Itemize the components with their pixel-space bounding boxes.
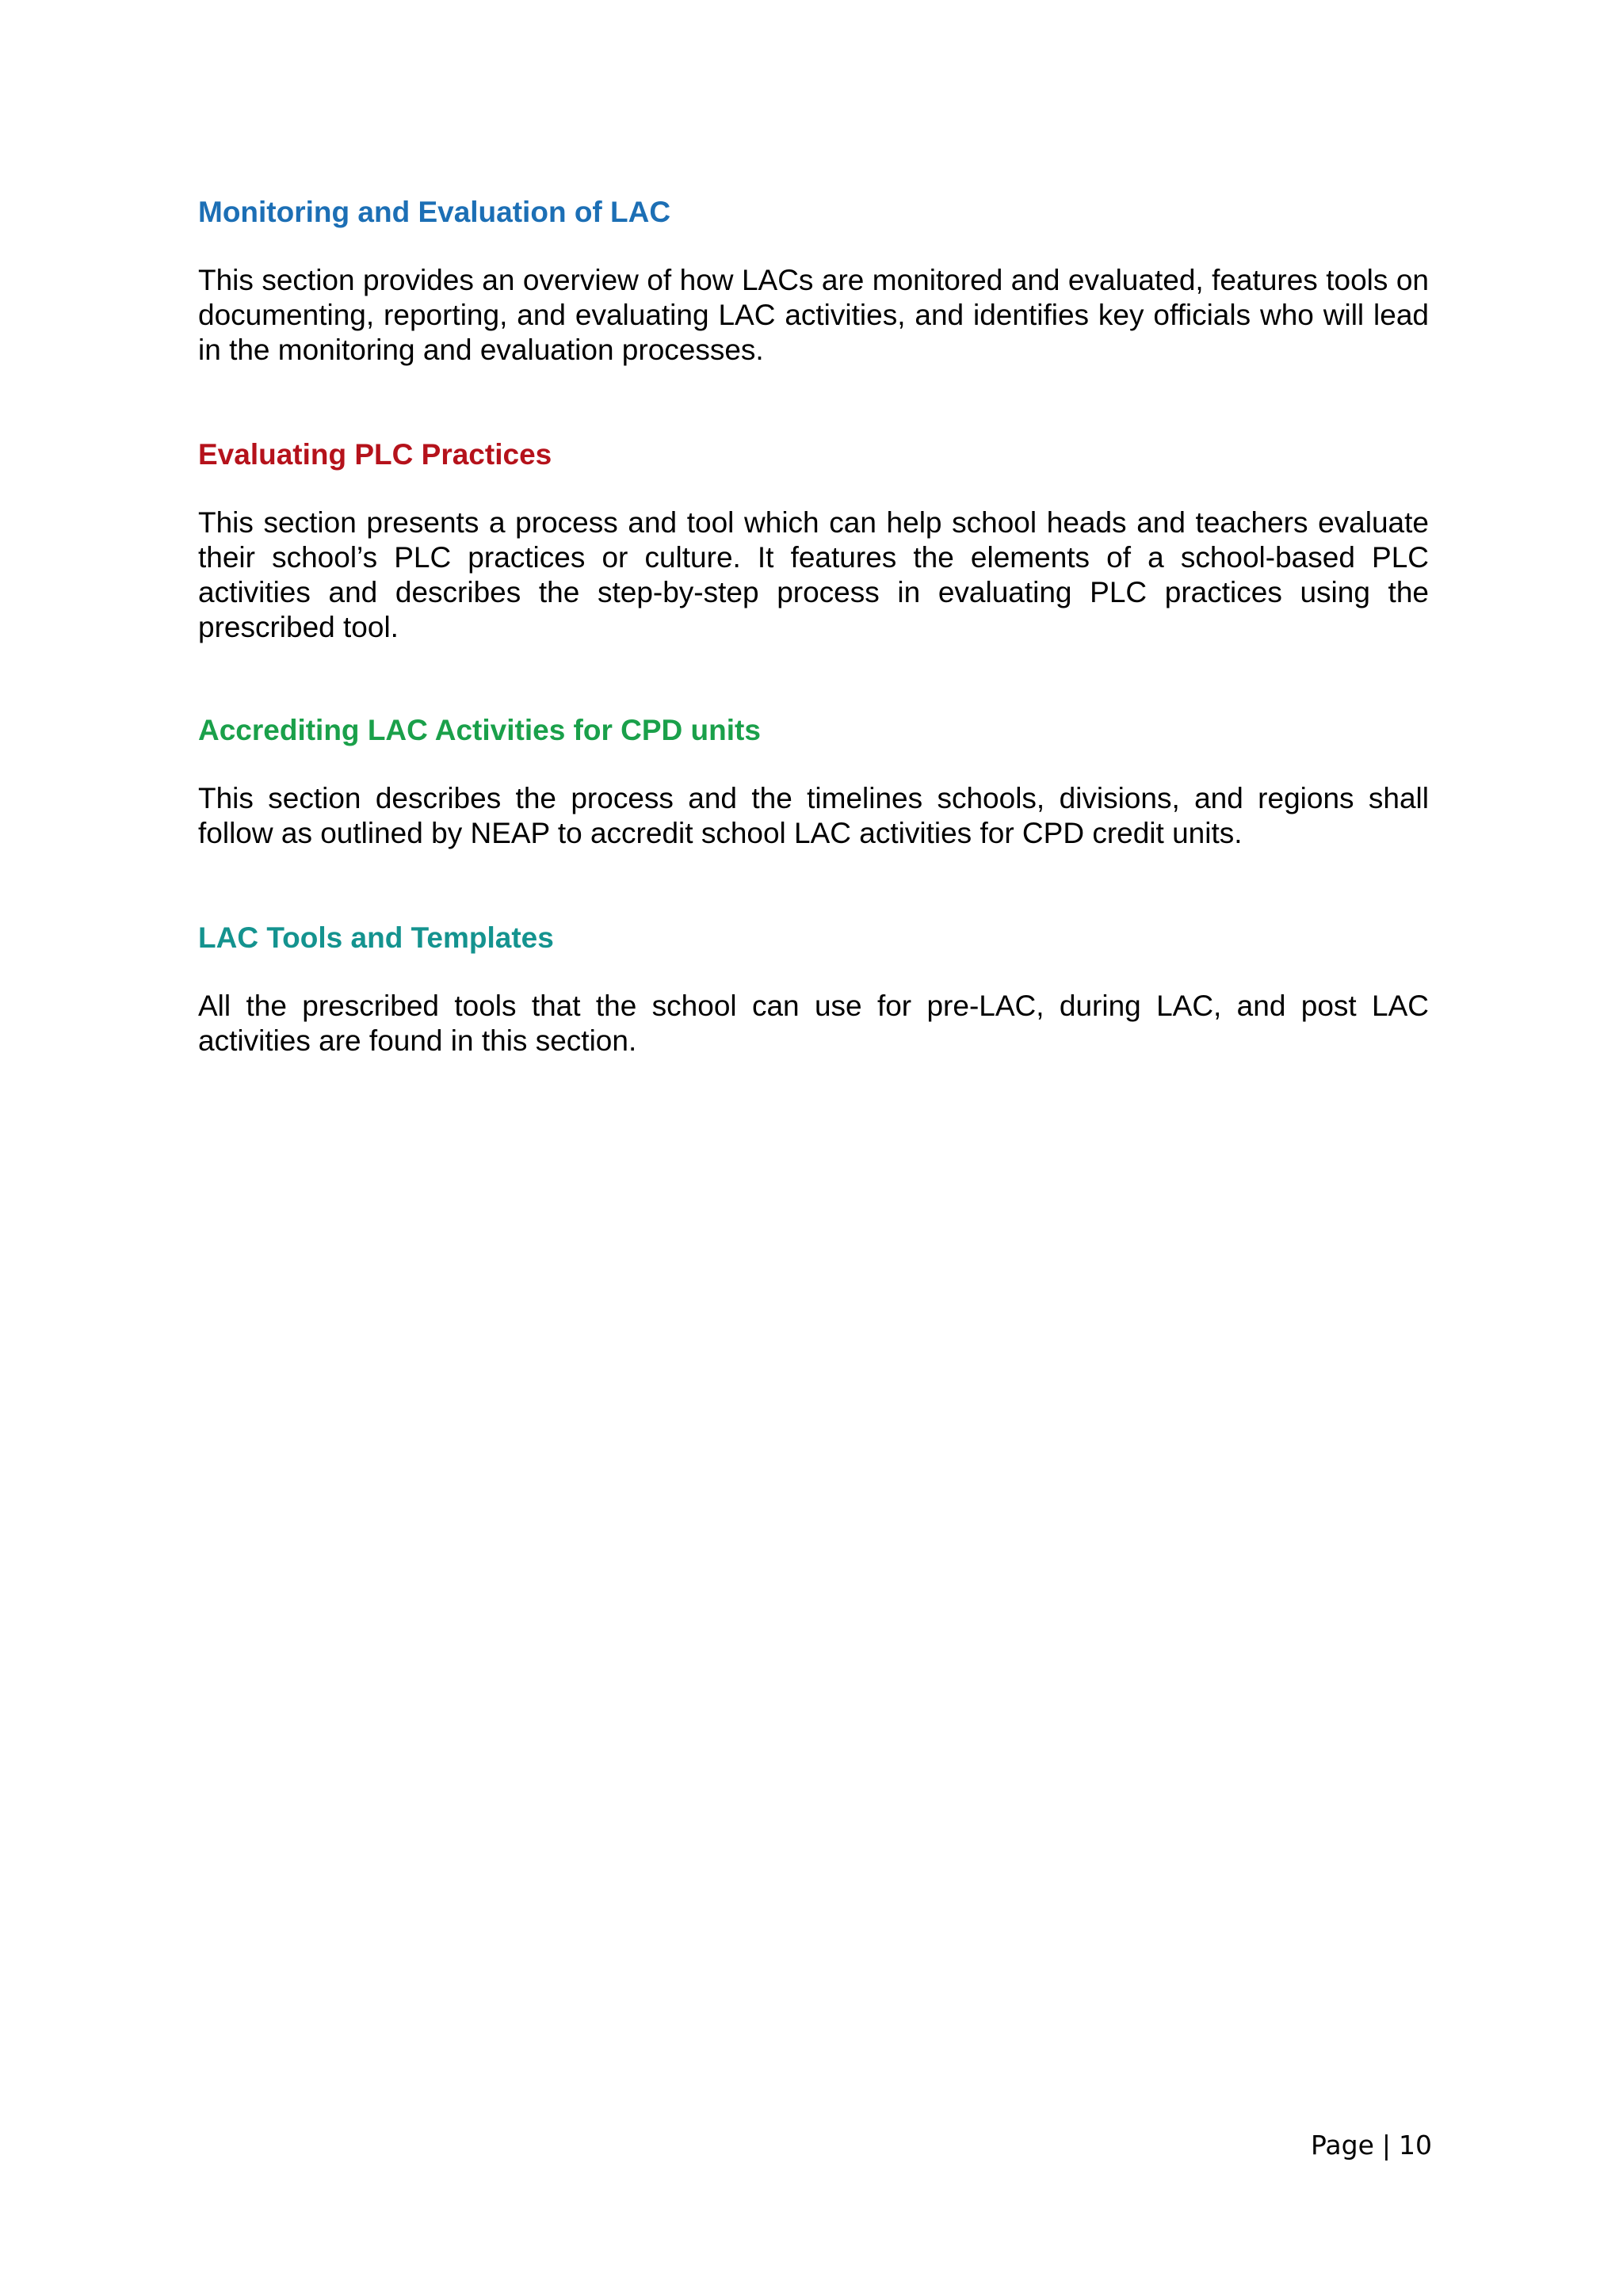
page-separator: |	[1381, 2130, 1392, 2161]
section-body: This section presents a process and tool which can help school heads and teachers evaluate their school’s PLC practices or culture. It features the elements of a school-based PLC activities and describes the step-by-step process in evaluating PLC practices using the prescribed tool.	[198, 506, 1429, 643]
section-body: This section describes the process and the timelines schools, divisions, and regions shall follow as outlined by NEAP to accredit school LAC activities for CPD credit units.	[198, 782, 1429, 849]
section-lac-tools	[198, 921, 1429, 1058]
page-footer	[1311, 2130, 1432, 2161]
section-body: All the prescribed tools that the school can use for pre-LAC, during LAC, and post LAC activities are found in this section.	[198, 990, 1429, 1057]
section-heading: Evaluating PLC Practices	[198, 438, 552, 471]
section-body: This section provides an overview of how LACs are monitored and evaluated, features tools on documenting, reporting, and evaluating LAC activities, and identifies key officials who will lead in the monitoring and evaluation processes.	[198, 264, 1429, 366]
section-heading: Monitoring and Evaluation of LAC	[198, 196, 671, 228]
section-heading: Accrediting LAC Activities for CPD units	[198, 714, 761, 746]
page-number: 10	[1399, 2130, 1433, 2161]
section-accrediting-lac	[198, 713, 1429, 851]
section-evaluating-plc	[198, 437, 1429, 645]
page-label: Page	[1311, 2130, 1374, 2161]
section-heading: LAC Tools and Templates	[198, 921, 554, 954]
section-monitoring-evaluation	[198, 195, 1429, 368]
